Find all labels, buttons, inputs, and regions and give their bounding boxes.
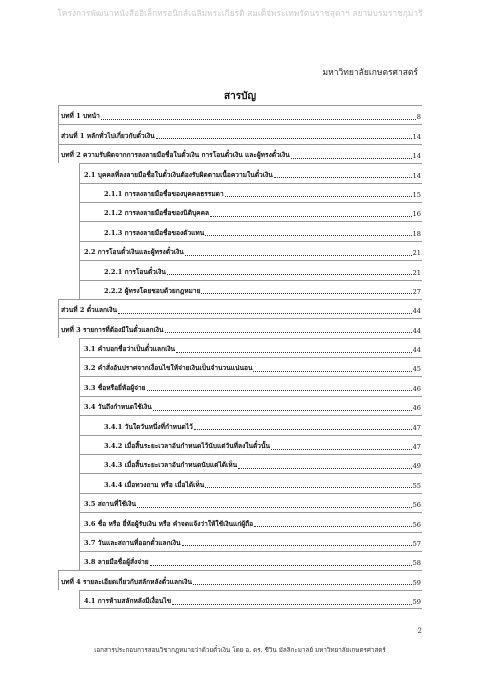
toc-entry-page: 21	[412, 268, 421, 277]
watermark: โครงการพัฒนาหนังสืออิเล็กทรอนิกส์เฉลิมพระเกียรติ สมเด็จพระเทพรัตนราชสุดาฯ สยามบรมราชกุมารี	[57, 8, 423, 18]
toc-entry[interactable]	[58, 570, 422, 589]
toc-entry-label: 2.1 บุคคลที่ลงลายมือชื่อในตั๋วเงินต้องรับผิดตามเนื้อความในตั๋วเงิน	[84, 170, 273, 179]
toc-entry-page: 47	[412, 443, 421, 452]
toc-entry[interactable]	[58, 260, 422, 279]
toc-entry-label: ส่วนที่ 1 หลักทั่วไปเกี่ยวกับตั๋วเงิน	[61, 131, 155, 140]
toc-entry[interactable]	[58, 163, 422, 182]
toc-entry[interactable]	[58, 241, 422, 260]
toc-entry-label: 2.2.2 ผู้ทรงโดยชอบด้วยกฎหมาย	[104, 286, 201, 295]
toc-entry-label: 2.1.2 การลงลายมือชื่อของนิติบุคคล	[104, 209, 210, 218]
toc-entry-label: 2.1.1 การลงลายมือชื่อของบุคคลธรรมดา	[104, 189, 224, 198]
toc-entry[interactable]	[58, 124, 422, 143]
toc-entry-label: 3.4.4 เมื่อทวงถาม หรือ เมื่อได้เห็น	[104, 480, 205, 489]
toc-entry-page: 44	[412, 307, 421, 316]
toc-entry-page: 44	[412, 326, 421, 335]
toc-entry-page: 59	[412, 598, 421, 607]
toc-entry[interactable]	[58, 299, 422, 318]
toc-entry-label: บทที่ 1 บทนำ	[61, 112, 100, 121]
toc-entry[interactable]	[58, 144, 422, 163]
toc-entry-label: 3.1 คำบอกชื่อว่าเป็นตั๋วแลกเงิน	[84, 345, 176, 354]
toc-entry-page: 21	[412, 249, 421, 258]
toc-entry-page: 15	[412, 190, 421, 199]
toc-entry[interactable]	[58, 435, 422, 454]
toc-entry-page: 49	[412, 462, 421, 471]
toc-entry[interactable]	[58, 280, 422, 299]
toc-entry[interactable]	[58, 415, 422, 434]
toc-entry-page: 46	[412, 384, 421, 393]
toc-entry-page: 18	[412, 229, 421, 238]
toc-entry[interactable]	[58, 396, 422, 415]
toc-entry-page: 56	[412, 520, 421, 529]
toc-entry-page: 45	[412, 365, 421, 374]
toc-entry[interactable]	[58, 473, 422, 492]
toc-entry[interactable]	[58, 376, 422, 395]
toc-entry-label: ส่วนที่ 2 ตั๋วแลกเงิน	[61, 306, 118, 315]
toc-title: สารบัญ	[224, 91, 256, 102]
toc-entry-label: 2.2 การโอนตั๋วเงินและผู้ทรงตั๋วเงิน	[84, 248, 184, 257]
toc-entry-page: 27	[412, 287, 421, 296]
toc-entry-label: 2.1.3 การลงลายมือชื่อของตัวแทน	[104, 228, 205, 237]
toc-entry[interactable]	[58, 183, 422, 202]
toc-entry[interactable]	[58, 590, 422, 609]
footer-text: เอกสารประกอบการสอนวิชากฎหมายว่าด้วยตั๋วเงิน โดย อ. ดร. ชีวิน มัลลิกะมาลย์ มหาวิทยาลัยเกษตรศาสตร์	[94, 647, 386, 654]
toc-entry[interactable]	[58, 493, 422, 512]
toc-entry-label: 3.7 วันและสถานที่ออกตั๋วแลกเงิน	[84, 538, 181, 547]
toc-entry-page: 58	[412, 559, 421, 568]
toc-entry[interactable]	[58, 105, 422, 124]
university-name: มหาวิทยาลัยเกษตรศาสตร์	[322, 68, 418, 78]
toc-entry-label: 4.1 การห้ามสลักหลังมีเงื่อนไข	[84, 597, 172, 606]
toc-entry[interactable]	[58, 454, 422, 473]
toc-entry-page: 46	[412, 404, 421, 413]
table-of-contents	[58, 105, 422, 609]
toc-entry-label: 3.3 ชื่อหรือยี่ห้อผู้จ่าย	[84, 383, 146, 392]
toc-entry[interactable]	[58, 338, 422, 357]
toc-entry[interactable]	[58, 318, 422, 337]
toc-entry-label: 3.4.3 เมื่อสิ้นระยะเวลาอันกำหนดนับแต่ได้เห็น	[104, 461, 238, 470]
toc-entry[interactable]	[58, 512, 422, 531]
toc-entry-label: 2.2.1 การโอนตั๋วเงิน	[104, 267, 166, 276]
toc-entry-label: 3.5 สถานที่ใช้เงิน	[84, 500, 137, 509]
toc-entry-label: บทที่ 2 ความรับผิดจากการลงลายมือชื่อในตั๋วเงิน การโอนตั๋วเงิน และผู้ทรงตั๋วเงิน	[61, 151, 290, 160]
toc-entry[interactable]	[58, 202, 422, 221]
toc-entry-label: 3.4 วันถึงกำหนดใช้เงิน	[84, 403, 152, 412]
toc-entry-label: 3.8 ลายมือชื่อผู้สั่งจ่าย	[84, 558, 149, 567]
toc-entry-label: บทที่ 3 รายการที่ต้องมีในตั๋วแลกเงิน	[61, 325, 164, 334]
toc-entry-page: 56	[412, 501, 421, 510]
toc-entry[interactable]	[58, 357, 422, 376]
toc-entry-label: บทที่ 4 รายละเอียดเกี่ยวกับสลักหลังตั๋วแลกเงิน	[61, 577, 193, 586]
toc-entry-page: 59	[412, 578, 421, 587]
toc-entry-page: 55	[412, 481, 421, 490]
toc-entry[interactable]	[58, 221, 422, 240]
toc-entry[interactable]	[58, 551, 422, 570]
toc-entry-label: 3.4.1 วันใดวันหนึ่งที่กำหนดไว้	[104, 422, 193, 431]
toc-entry-page: 47	[412, 423, 421, 432]
toc-entry-page: 44	[412, 346, 421, 355]
toc-entry-page: 16	[412, 210, 421, 219]
toc-entry-page: 14	[412, 152, 421, 161]
page-number: 2	[417, 627, 422, 635]
toc-entry-label: 3.6 ชื่อ หรือ ยี่ห้อผู้รับเงิน หรือ คำจดแจ้งว่าให้ใช้เงินแก่ผู้ถือ	[84, 519, 254, 528]
toc-entry-page: 14	[412, 132, 421, 141]
toc-entry-page: 14	[412, 171, 421, 180]
toc-entry-label: 3.2 คำสั่งอันปราศจากเงื่อนไขให้จ่ายเงินเป็นจำนวนแน่นอน	[84, 364, 253, 373]
toc-entry-label: 3.4.2 เมื่อสิ้นระยะเวลาอันกำหนดไว้นับแต่วันที่ลงในตั๋วนั้น	[104, 442, 271, 451]
toc-entry[interactable]	[58, 532, 422, 551]
toc-entry-page: 57	[412, 539, 421, 548]
toc-entry-page: 8	[416, 113, 421, 122]
